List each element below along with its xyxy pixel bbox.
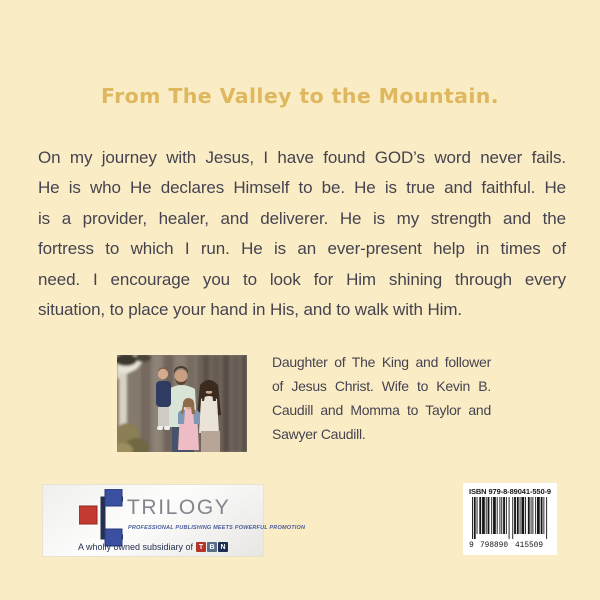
svg-text:798890: 798890 [480, 541, 509, 549]
barcode [463, 483, 557, 555]
tbn-logo [196, 542, 228, 552]
synopsis-line: situation, to place your hand in His, and to walk with Him. [38, 300, 463, 320]
tbn-letter-box: N [218, 542, 228, 552]
svg-text:9: 9 [469, 541, 474, 549]
author-bio [272, 351, 491, 447]
bio-line: Caudill and Momma to Taylor and [272, 401, 491, 418]
synopsis-line: fortress to which I run. He is an ever-present help in times of [38, 239, 566, 259]
subsidiary-text: A wholly owned subsidiary of [77, 542, 194, 552]
synopsis-line: is a provider, healer, and deliverer. He is my strength and the [38, 208, 566, 228]
bio-line: Sawyer Caudill. [272, 425, 366, 442]
synopsis-line: need. I encourage you to look for Him shining through every [38, 269, 566, 289]
family-photo-illustration [117, 355, 247, 452]
subsidiary-note [43, 542, 263, 552]
svg-text:415509: 415509 [515, 541, 544, 549]
tbn-letter-box: B [207, 542, 217, 552]
barcode-bars-icon [469, 497, 551, 549]
book-title: From The Valley to the Mountain. [100, 84, 499, 108]
tbn-letter-box: T [196, 542, 206, 552]
bio-line: Daughter of The King and follower [272, 354, 491, 370]
synopsis-line: He is who He declares Himself to be. He is true and faithful. He [38, 178, 566, 198]
trilogy-mark-icon [79, 489, 127, 547]
bio-line: of Jesus Christ. Wife to Kevin B. [272, 377, 491, 394]
author-photo [117, 355, 247, 452]
isbn-label: ISBN 979-8-89041-550-9 [468, 487, 552, 496]
publisher-tagline: PROFESSIONAL PUBLISHING MEETS POWERFUL PROMOTION [128, 525, 306, 531]
synopsis-line: On my journey with Jesus, I have found GOD’s word never fails. [38, 148, 566, 167]
publisher-logo [43, 485, 306, 556]
publisher-name: TRILOGY [127, 496, 231, 519]
synopsis [38, 143, 566, 325]
